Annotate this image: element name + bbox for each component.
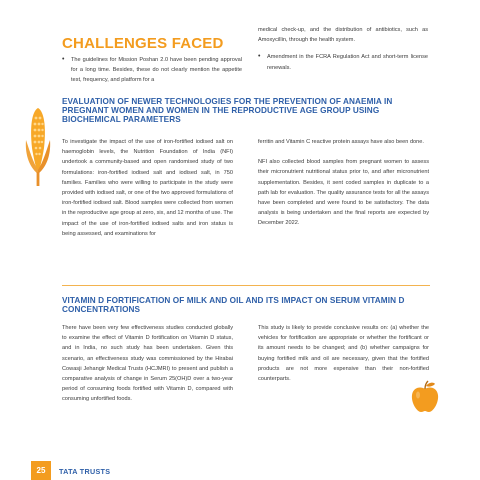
section-vitamin-d-right-text: This study is likely to provide conclusive results on: (a) whether the vehicles for fortification are appropriate or whether the fortificant or its amount needs to be changed; and (b) whether campaigns for buying fortified milk and oil are necessary, given that the fortified products are not more expensive than their non-fortified counterparts.	[258, 325, 429, 383]
brand-name: TATA TRUSTS	[59, 467, 111, 476]
section-anaemia-right-column	[258, 137, 429, 229]
section-vitamin-d-heading: VITAMIN D FORTIFICATION OF MILK AND OIL AND ITS IMPACT ON SERUM VITAMIN D CONCENTRATIONS	[62, 296, 405, 315]
section-anaemia-left-column	[62, 137, 233, 239]
section-anaemia-left-text: To investigate the impact of the use of iron-fortified iodised salt on haemoglobin levels, the Nutrition Foundation of India (NFI) undertook a community-based and open randomised study of two formulations: iron-fortified iodised salt and iodised salt, in 750 families. Families who were willing to participate in the study were provided with iodised salt, or one of the two approved formulations of iron-fortified iodised salt. Blood samples were collected from women in the reproductive age group at zero, six, and 12 months of use. The impact of the use of iron-fortified iodised salts and iron status is being assessed, and examinations for	[62, 139, 233, 237]
apple-icon	[410, 380, 440, 419]
corn-icon	[24, 104, 52, 193]
challenges-right-column	[258, 25, 428, 73]
page-number-badge: 25	[31, 461, 51, 480]
section-divider	[62, 285, 430, 286]
section-anaemia-right-text-2: NFI also collected blood samples from pregnant women to assess their micronutrient nutritional status prior to, and after micronutrient supplementation. Besides, it sent coded samples in duplicate to a path lab for evaluation. The quality assurance tests for all the assays have been completed and were found to be satisfactory. The data analysis is being undertaken and the final reports are expected by December 2022.	[258, 159, 429, 227]
challenges-heading: CHALLENGES FACED	[62, 35, 224, 52]
challenges-continued-text: medical check-up, and the distribution of antibiotics, such as Amoxycillin, through the health system.	[258, 27, 428, 44]
challenges-left-column	[62, 55, 242, 86]
section-vitamin-d-left-text: There have been very few effectiveness studies conducted globally to examine the effect of Vitamin D fortification on Vitamin D status, and in India, no such study has been undertaken. Given this scenario, an effectiveness study was commissioned by the Hirabai Cowasji Jehangir Medical Trusts (HCJMRI) to present and publish a comparative analysis of change in Serum 25(OH)D over a two-year period of consuming foods fortified with Vitamin D, compared with consuming unfortified foods.	[62, 325, 233, 403]
section-anaemia-heading: EVALUATION OF NEWER TECHNOLOGIES FOR THE PREVENTION OF ANAEMIA IN PREGNANT WOMEN AND WOMEN IN THE REPRODUCTIVE AGE GROUP USING BIOCHEMICAL PARAMETERS	[62, 97, 393, 125]
section-vitamin-d-right-column	[258, 323, 429, 384]
challenges-bullet-fcra: • Amendment in the FCRA Regulation Act and short-term license renewals.	[258, 52, 428, 72]
section-anaemia-right-text-1: ferritin and Vitamin C reactive protein assays have also been done.	[258, 139, 424, 145]
section-vitamin-d-left-column	[62, 323, 233, 405]
challenges-bullet-guidelines: • The guidelines for Mission Poshan 2.0 have been pending approval for a long time. Besides, these do not clearly mention the appetite test, frequency, and platform for a	[62, 55, 242, 86]
